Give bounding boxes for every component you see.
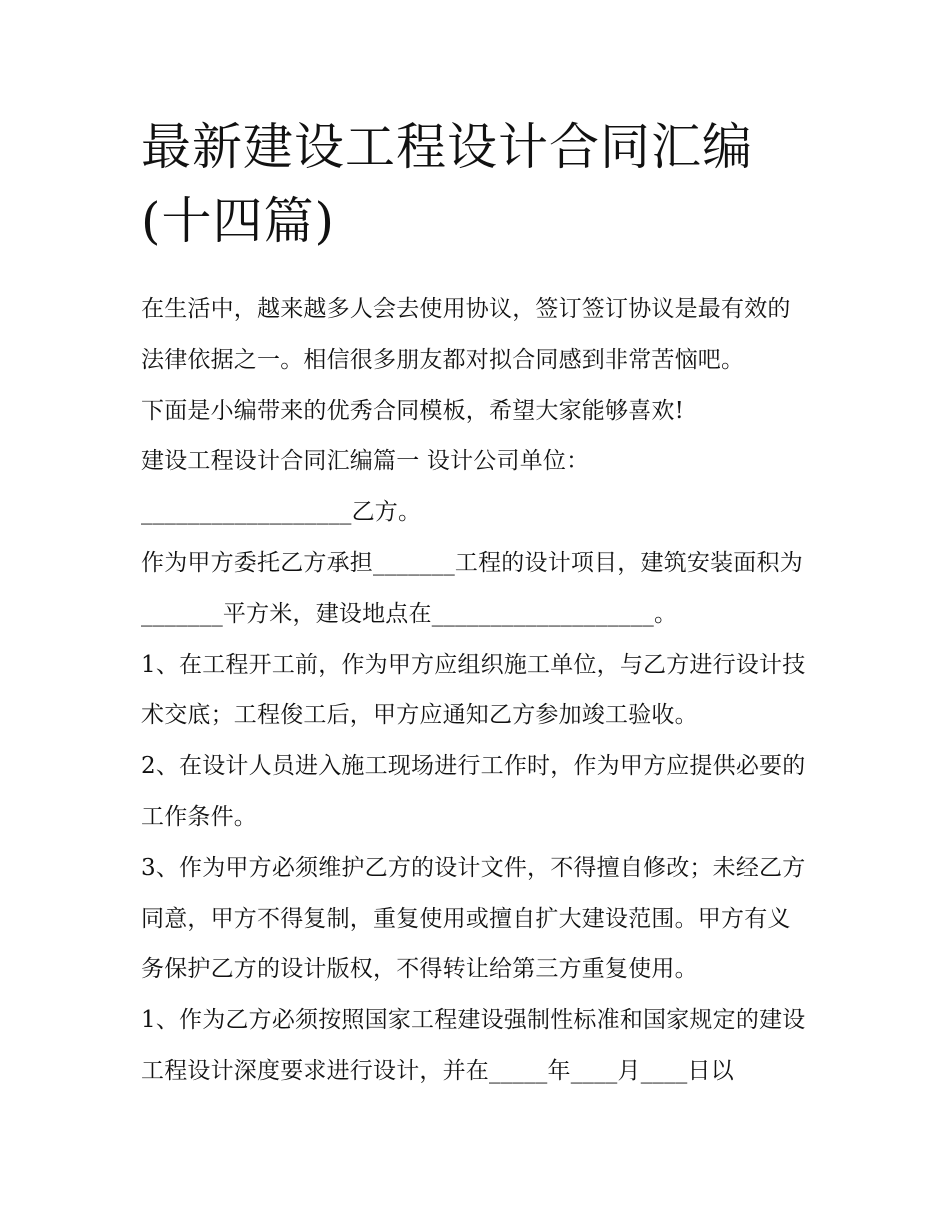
paragraph-intro: 在生活中，越来越多人会去使用协议，签订签订协议是最有效的法律依据之一。相信很多朋友都对拟合同感到非常苦恼吧。	[141, 296, 791, 373]
paragraph-intro-2: 下面是小编带来的优秀合同模板，希望大家能够喜欢!	[141, 397, 685, 424]
document-page	[141, 110, 811, 1097]
document-body	[141, 284, 811, 1097]
paragraph-clause-1: 1、在工程开工前，作为甲方应组织施工单位，与乙方进行设计技术交底；工程俊工后，甲方应通知乙方参加竣工验收。	[141, 651, 806, 729]
paragraph-clause-b1: 1、作为乙方必须按照国家工程建设强制性标准和国家规定的建设工程设计深度要求进行设计，并在_____年____月____日以	[141, 1007, 806, 1084]
document-title: 最新建设工程设计合同汇编(十四篇)	[141, 118, 753, 250]
paragraph-clause-2: 2、在设计人员进入施工现场进行工作时，作为甲方应提供必要的工作条件。	[141, 753, 806, 830]
paragraph-section-heading: 建设工程设计合同汇编篇一 设计公司单位：	[141, 448, 590, 475]
paragraph-project: 作为甲方委托乙方承担_______工程的设计项目，建筑安装面积为_______平方米，建设地点在___________________。	[141, 549, 803, 627]
paragraph-clause-3: 3、作为甲方必须维护乙方的设计文件，不得擅自修改；未经乙方同意，甲方不得复制，重复使用或擅自扩大建设范围。甲方有义务保护乙方的设计版权，不得转让给第三方重复使用。	[141, 854, 806, 983]
paragraph-party-b: __________________乙方。	[141, 499, 422, 526]
